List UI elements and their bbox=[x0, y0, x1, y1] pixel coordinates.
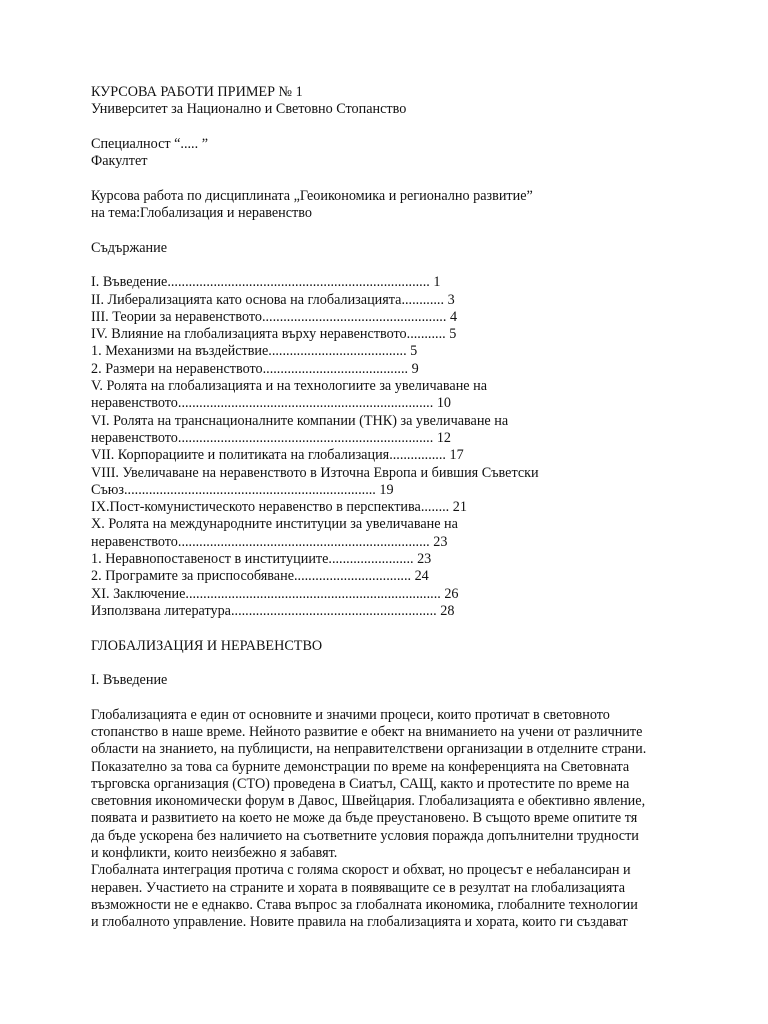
paragraph-line: Глобализацията е един от основните и значими процеси, които протичат в световното bbox=[91, 706, 610, 723]
paragraph-line: и глобалното управление. Новите правила на глобализацията и хората, които ги създават bbox=[91, 914, 628, 931]
document-main-title: ГЛОБАЛИЗАЦИЯ И НЕРАВЕНСТВО bbox=[91, 637, 323, 654]
spacer bbox=[91, 257, 691, 274]
toc-entry: неравенството........................................................................ 10 bbox=[91, 395, 452, 412]
document-page bbox=[91, 84, 691, 932]
paragraph-line: Показателно за това са бурните демонстрации по време на конференцията на Световната bbox=[91, 758, 630, 775]
toc-entry: VI. Ролята на транснационалните компании (ТНК) за увеличаване на bbox=[91, 412, 509, 429]
spacer bbox=[91, 620, 691, 637]
toc-entry: XI. Заключение........................................................................ 26 bbox=[91, 585, 459, 602]
paragraph-line: области на знанието, на публицисти, на неправителствени организации в отделните страни. bbox=[91, 741, 647, 758]
toc-entry: X. Ролята на международните институции за увеличаване на bbox=[91, 516, 458, 533]
section-heading: I. Въведение bbox=[91, 672, 168, 689]
table-of-contents bbox=[91, 274, 691, 620]
paragraph-line: стопанство в наше време. Нейното развитие е обект на вниманието на учени от различните bbox=[91, 723, 643, 740]
paragraph-line: и конфликти, които неизбежно я забавят. bbox=[91, 845, 338, 862]
toc-entry: VII. Корпорациите и политиката на глобализация................ 17 bbox=[91, 447, 464, 464]
spacer bbox=[91, 655, 691, 672]
toc-entry: неравенството........................................................................ 12 bbox=[91, 429, 452, 446]
toc-entry: 2. Програмите за приспособяване................................. 24 bbox=[91, 568, 429, 585]
toc-entry: 1. Механизми на въздействие....................................... 5 bbox=[91, 343, 418, 360]
spacer bbox=[91, 119, 691, 136]
spacer bbox=[91, 222, 691, 239]
paragraph-line: възможности не е еднакво. Става въпрос за глобалната икономика, глобалните технологии bbox=[91, 896, 638, 913]
toc-entry: II. Либерализацията като основа на глобализацията............ 3 bbox=[91, 291, 455, 308]
toc-entry: VIII. Увеличаване на неравенството в Източна Европа и бившия Съветски bbox=[91, 464, 539, 481]
introduction-paragraph bbox=[91, 707, 691, 932]
toc-heading: Съдържание bbox=[91, 239, 168, 256]
university-name: Университет за Национално и Световно Стопанство bbox=[91, 101, 407, 118]
toc-entry: IX.Пост-комунистическото неравенство в перспектива........ 21 bbox=[91, 499, 467, 516]
spacer bbox=[91, 170, 691, 187]
specialty-line: Специалност “..... ” bbox=[91, 135, 208, 152]
paragraph-line: световния икономически форум в Давос, Швейцария. Глобализацията е обективно явление, bbox=[91, 793, 646, 810]
toc-entry: V. Ролята на глобализацията и на технологиите за увеличаване на bbox=[91, 378, 488, 395]
coursework-topic-line: на тема:Глобализация и неравенство bbox=[91, 205, 312, 222]
toc-entry: III. Теории за неравенството.................................................... 4 bbox=[91, 308, 458, 325]
toc-entry: Съюз....................................................................... 19 bbox=[91, 481, 394, 498]
paragraph-line: да бъде ускорена без наличието на съответните условия поражда допълнителни трудности bbox=[91, 827, 639, 844]
toc-entry: I. Въведение.......................................................................... 1 bbox=[91, 274, 441, 291]
toc-entry: Използвана литература.......................................................... 28 bbox=[91, 602, 455, 619]
paragraph-line: неравен. Участието на страните и хората в появяващите се в резултат на глобализацията bbox=[91, 879, 626, 896]
document-header-title: КУРСОВА РАБОТИ ПРИМЕР № 1 bbox=[91, 84, 303, 100]
toc-entry: IV. Влияние на глобализацията върху неравенството........... 5 bbox=[91, 326, 457, 343]
faculty-line: Факултет bbox=[91, 153, 148, 170]
spacer bbox=[91, 689, 691, 706]
toc-entry: неравенството....................................................................... 23 bbox=[91, 533, 448, 550]
paragraph-line: търговска организация (СТО) проведена в Сиатъл, САЩ, както и протестите по време на bbox=[91, 775, 630, 792]
toc-entry: 1. Неравнопоставеност в институциите........................ 23 bbox=[91, 551, 432, 568]
paragraph-line: появата и развитието на което не може да бъде преустановено. В същото време опитите тя bbox=[91, 810, 638, 827]
coursework-discipline-line: Курсова работа по дисциплината „Геоикономика и регионално развитие” bbox=[91, 187, 533, 204]
paragraph-line: Глобалната интеграция протича с голяма скорост и обхват, но процесът е небалансиран и bbox=[91, 862, 631, 879]
toc-entry: 2. Размери на неравенството......................................... 9 bbox=[91, 360, 419, 377]
